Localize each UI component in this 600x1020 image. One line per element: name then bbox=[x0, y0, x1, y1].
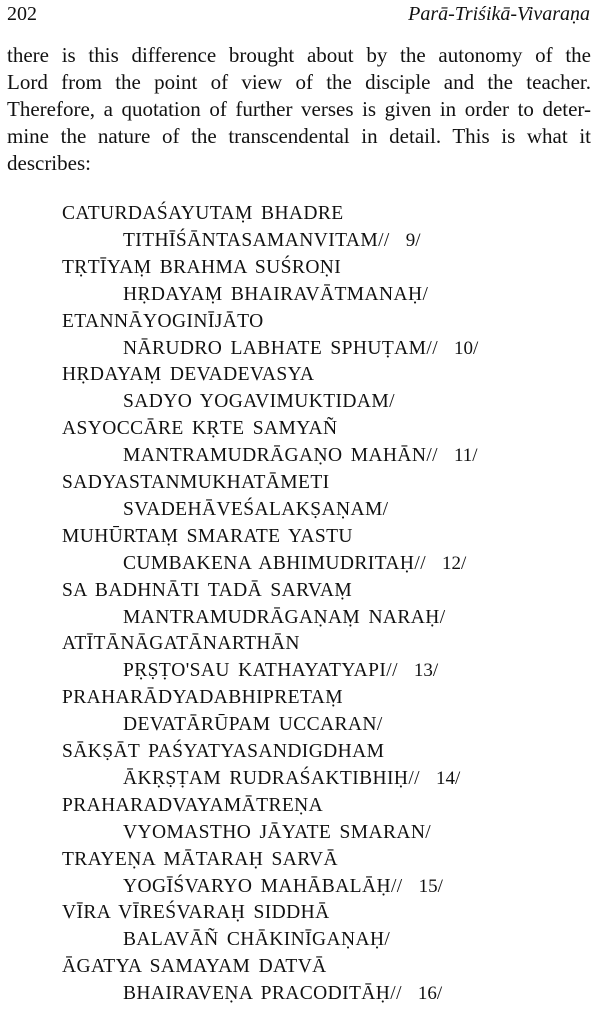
verse-text: SVADEHĀVEŚALAKṢAṆAM/ bbox=[123, 498, 389, 520]
verse-line bbox=[62, 472, 330, 494]
page-header bbox=[0, 0, 600, 34]
intro-line: mine the nature of the transcendental in detail. This is what it bbox=[7, 124, 591, 148]
verse-text: YOGĪŚVARYO MAHĀBALĀḤ// bbox=[123, 875, 403, 897]
verse-text: ETANNĀYOGINĪJĀTO bbox=[62, 310, 264, 332]
verse-number: 10/ bbox=[454, 337, 479, 359]
verse-text: MANTRAMUDRĀGAṆAṂ NARAḤ/ bbox=[123, 606, 446, 628]
verse-line bbox=[62, 902, 330, 924]
verse-line bbox=[123, 822, 431, 844]
verse-line bbox=[123, 768, 460, 790]
verse-line bbox=[123, 876, 443, 898]
verse-line bbox=[62, 311, 264, 333]
verse-text: PṚṢṬO'SAU KATHAYATYAPI// bbox=[123, 660, 398, 682]
verse-line bbox=[123, 445, 478, 467]
verse-text: BALAVĀÑ CHĀKINĪGAṆAḤ/ bbox=[123, 929, 391, 951]
verse-text: HṚDAYAṂ BHAIRAVĀTMANAḤ/ bbox=[123, 283, 429, 305]
verse-line bbox=[123, 929, 390, 951]
verse-line bbox=[62, 795, 323, 817]
verse-text: SADYASTANMUKHATĀMETI bbox=[62, 472, 330, 493]
verse-text: TṚTĪYAṂ BRAHMA SUŚROṆI bbox=[62, 256, 342, 278]
verse-text: NĀRUDRO LABHATE SPHUṬAM// bbox=[123, 337, 439, 359]
verse-text: ĀKṚṢṬAM RUDRAŚAKTIBHIḤ// bbox=[123, 767, 420, 789]
verse-number: 15/ bbox=[418, 875, 443, 897]
verse-line bbox=[62, 418, 338, 440]
verse-text: SADYO YOGAVIMUKTIDAM/ bbox=[123, 391, 395, 413]
verse-text: ASYOCCĀRE KṚTE SAMYAÑ bbox=[62, 418, 338, 440]
verse-text: VYOMASTHO JĀYATE SMARAN/ bbox=[123, 821, 432, 843]
running-title: Parā-Triśikā-Vivaraṇa bbox=[408, 3, 590, 25]
verse-line bbox=[62, 633, 300, 655]
verse-line bbox=[62, 257, 341, 279]
verse-line bbox=[123, 230, 421, 252]
verse-line bbox=[123, 499, 389, 521]
verse-line bbox=[123, 983, 442, 1005]
verse-line bbox=[62, 956, 327, 978]
intro-line: there is this difference brought about by the autonomy of the bbox=[7, 43, 591, 67]
intro-line: Lord from the point of view of the disciple and the teacher. bbox=[7, 70, 591, 94]
verse-line bbox=[62, 526, 353, 548]
verse-number: 13/ bbox=[413, 660, 439, 682]
verse-text: CUMBAKENA ABHIMUDRITAḤ// bbox=[123, 552, 427, 574]
verse-text: MANTRAMUDRĀGAṆO MAHĀN// bbox=[123, 445, 439, 467]
verse-line bbox=[62, 849, 338, 871]
verse-text: MUHŪRTAṂ SMARATE YASTU bbox=[62, 525, 353, 547]
verse-line bbox=[62, 687, 343, 709]
verse-text: CATURDAŚAYUTAṂ BHADRE bbox=[62, 203, 344, 224]
verse-number: 9/ bbox=[405, 229, 421, 251]
intro-line: Therefore, a quotation of further verses is given in order to deter- bbox=[7, 97, 591, 121]
verse-number: 14/ bbox=[436, 767, 461, 789]
verse-line bbox=[123, 391, 395, 413]
verse-text: VĪRA VĪREŚVARAḤ SIDDHĀ bbox=[62, 902, 330, 924]
verse-text: ATĪTĀNĀGATĀNARTHĀN bbox=[62, 633, 300, 655]
intro-paragraph bbox=[7, 42, 591, 177]
verse-line bbox=[123, 284, 428, 306]
verse-text: ĀGATYA SAMAYAM DATVĀ bbox=[62, 956, 327, 978]
verse-text: PRAHARĀDYADABHIPRETAṂ bbox=[62, 687, 343, 709]
verse-line bbox=[62, 741, 384, 763]
page-number: 202 bbox=[7, 3, 37, 25]
intro-line: describes: bbox=[7, 151, 91, 175]
verse-line bbox=[123, 660, 438, 682]
verse-line bbox=[62, 580, 352, 602]
verse-text: HṚDAYAṂ DEVADEVASYA bbox=[62, 364, 315, 386]
verse-text: TITHĪŚĀNTASAMANVITAM// bbox=[123, 229, 390, 251]
verse-text: SĀKṢĀT PAŚYATYASANDIGDHAM bbox=[62, 741, 385, 762]
verse-text: TRAYEṆA MĀTARAḤ SARVĀ bbox=[62, 848, 339, 870]
verse-line bbox=[123, 338, 478, 360]
verse-number: 12/ bbox=[442, 552, 467, 574]
verse-line bbox=[123, 714, 383, 736]
verse-line bbox=[123, 553, 466, 575]
verse-text: SA BADHNĀTI TADĀ SARVAṂ bbox=[62, 579, 353, 601]
verse-line bbox=[123, 607, 446, 629]
verse-line bbox=[62, 203, 344, 225]
verse-text: PRAHARADVAYAMĀTREṆA bbox=[62, 794, 324, 816]
verse-line bbox=[62, 364, 314, 386]
verse-number: 11/ bbox=[454, 445, 478, 467]
verse-number: 16/ bbox=[417, 983, 443, 1005]
verse-text: BHAIRAVEṆA PRACODITĀḤ// bbox=[123, 983, 402, 1005]
verse-text: DEVATĀRŪPAM UCCARAN/ bbox=[123, 714, 383, 736]
